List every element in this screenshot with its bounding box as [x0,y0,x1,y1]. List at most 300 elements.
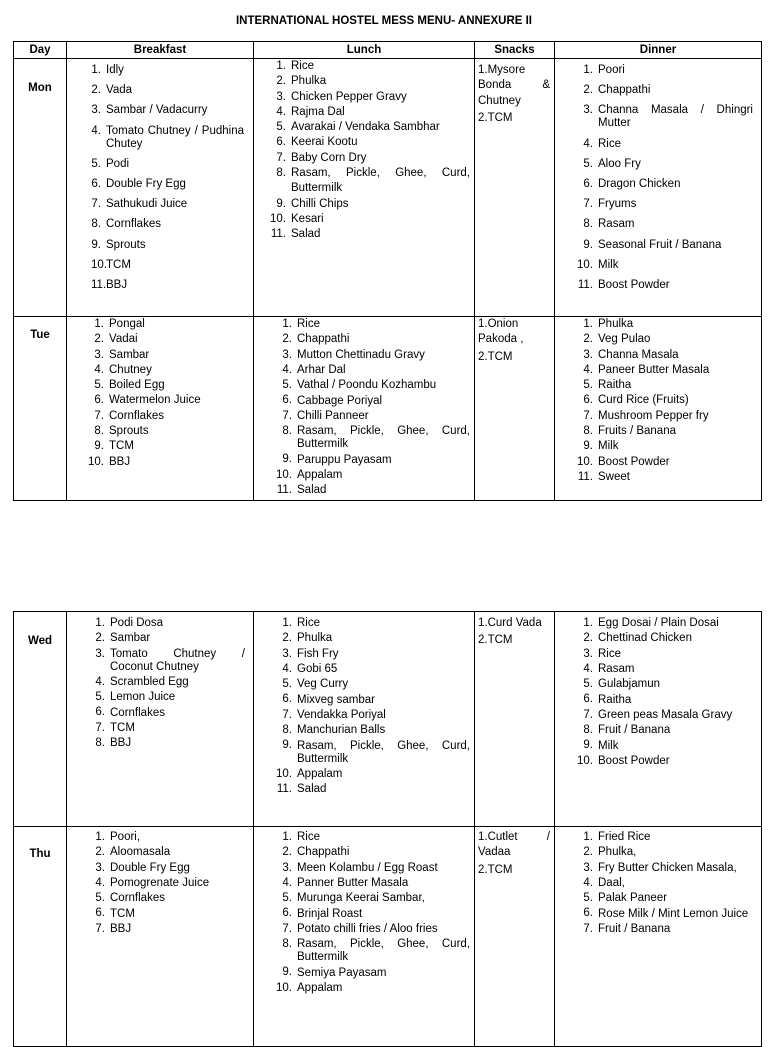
list-item [275,906,470,921]
list-item [269,105,470,120]
list-item [87,317,245,332]
list-item [91,198,244,211]
snack-item: 1.Mysore Bonda & Chutney [478,64,550,107]
item-text: Palak Paneer [598,892,668,905]
lunch-list [254,612,474,797]
list-item [88,922,245,937]
menu-table-2 [13,611,762,1047]
menu-table-1 [13,41,762,501]
item-number: 5. [91,157,101,170]
item-number: 2. [583,846,593,859]
list-item [275,782,470,797]
list-item [275,891,470,906]
item-number: 6. [94,394,104,407]
item-text: Rice [291,60,315,72]
item-number: 11. [91,278,107,291]
item-text: Sprouts [106,238,146,251]
item-text: Aloo Fry [598,157,641,170]
item-number: 3. [583,104,593,117]
snacks-list [475,59,554,126]
item-text: Cornflakes [106,218,161,231]
item-number: 1. [282,831,292,843]
item-number: 8. [583,724,593,737]
item-number: 7. [282,922,292,935]
item-number: 8. [282,724,292,737]
list-item [269,166,470,197]
item-text: Idly [106,64,124,76]
list-item [576,906,753,921]
item-text: Pomogrenate Juice [110,877,210,890]
day-cell [14,317,67,501]
item-text: Mixveg sambar [297,693,375,706]
item-text: Phulka [598,318,634,330]
item-number: 3. [282,861,292,874]
list-item [576,723,753,738]
item-number: 4. [94,363,104,376]
list-item [275,468,470,483]
item-text: Baby Corn Dry [291,151,367,164]
item-number: 1. [583,318,593,330]
item-text: Daal, [598,877,625,890]
list-item [275,937,470,965]
item-number: 8. [94,425,104,438]
list-item [576,677,753,692]
list-item [576,891,753,906]
item-number: 1. [95,617,105,629]
item-number: 6. [95,907,105,920]
list-item [576,239,753,252]
list-item [576,439,753,454]
breakfast-cell [67,317,254,501]
list-item [87,424,245,439]
item-number: 11. [577,278,593,291]
list-item [576,218,753,231]
snack-item: 2.TCM [478,350,513,363]
list-item [275,616,470,631]
item-text: Chappathi [297,333,350,346]
list-item [576,84,753,97]
list-item [576,332,753,347]
item-text: Gobi 65 [297,663,338,676]
list-item [576,104,753,130]
item-text: Cornflakes [109,409,164,422]
snacks-list [475,612,554,649]
list-item [91,239,244,252]
item-text: Lemon Juice [110,691,176,704]
item-text: Cabbage Poriyal [297,394,383,407]
list-item [576,348,753,363]
item-number: 8. [95,737,105,750]
item-text: Vada [106,84,133,97]
item-text: Rice [598,647,622,660]
list-item [576,259,753,272]
snack-item: 2.TCM [478,634,513,647]
item-text: Phulka [291,75,327,88]
item-text: BBJ [110,922,132,935]
item-text: Phulka, [598,846,637,859]
item-number: 6. [282,394,292,407]
header-day: Day [14,42,67,59]
item-text: Vathal / Poondu Kozhambu [297,379,437,392]
item-number: 4. [91,124,101,137]
item-number: 10. [276,981,292,994]
item-text: Sambar / Vadacurry [106,104,208,117]
table-row [14,827,762,1047]
item-text: TCM [109,440,134,453]
item-number: 4. [276,105,286,118]
item-number: 5. [282,379,292,392]
item-number: 7. [95,721,105,734]
item-number: 1. [95,831,105,843]
list-item [275,332,470,347]
item-text: Tomato Chutney / Coconut Chutney [110,647,245,673]
list-item [275,861,470,876]
item-number: 2. [583,333,593,346]
item-number: 4. [282,876,292,889]
item-number: 6. [583,693,593,706]
dinner-cell [555,317,762,501]
item-number: 9. [583,739,593,752]
item-number: 2. [94,333,104,346]
item-number: 10. [577,754,593,767]
header-row [14,42,762,59]
header-lunch: Lunch [254,42,475,59]
item-text: Rice [598,137,622,150]
breakfast-cell [67,59,254,317]
item-text: Brinjal Roast [297,907,363,920]
item-text: Sambar [109,348,150,361]
item-number: 1. [94,318,104,330]
item-number: 5. [95,892,105,905]
list-item [576,922,753,937]
item-text: Chutney [109,363,152,376]
item-number: 2. [583,632,593,645]
item-number: 9. [276,197,286,210]
list-item [275,363,470,378]
item-number: 9. [91,238,101,251]
item-number: 6. [583,394,593,407]
item-text: Paruppu Payasam [297,453,392,466]
item-text: Murunga Keerai Sambar, [297,892,425,905]
table-row [14,59,762,317]
item-number: 3. [95,861,105,874]
list-item [576,830,753,845]
list-item [275,409,470,424]
list-item [269,120,470,135]
snacks-cell [475,317,555,501]
item-number: 3. [94,348,104,361]
list-item [88,690,245,705]
list-item [576,754,753,769]
item-text: Phulka [297,632,333,645]
item-text: Appalam [297,981,343,994]
item-text: Veg Pulao [598,333,651,346]
item-number: 2. [95,632,105,645]
dinner-cell [555,59,762,317]
item-text: Aloomasala [110,846,171,859]
list-item [88,861,245,876]
item-text: Fryums [598,198,637,211]
item-text: Rasam [598,663,635,676]
item-number: 4. [583,363,593,376]
item-number: 6. [95,706,105,719]
item-number: 2. [282,632,292,645]
item-text: Chilli Panneer [297,409,369,422]
list-item [576,178,753,191]
item-number: 1. [276,60,286,72]
list-item [88,906,245,921]
item-text: Mushroom Pepper fry [598,409,709,422]
list-item [275,876,470,891]
list-item [91,84,244,97]
item-number: 1. [583,64,593,76]
list-item [576,64,753,77]
item-number: 1. [91,64,101,76]
item-number: 2. [276,75,286,88]
item-number: 2. [583,84,593,97]
list-item [275,662,470,677]
item-text: Vadai [109,333,138,346]
item-number: 7. [583,198,593,211]
item-text: Fry Butter Chicken Masala, [598,861,737,874]
item-text: Salad [297,484,327,497]
item-number: 3. [95,647,105,660]
list-item [87,455,245,470]
item-text: Boost Powder [598,278,670,291]
snacks-cell [475,612,555,827]
list-item [275,708,470,723]
item-text: Cornflakes [110,706,165,719]
list-item [275,767,470,782]
list-item [91,104,244,117]
list-item [269,90,470,105]
list-item [275,677,470,692]
list-item [269,227,470,242]
item-number: 8. [583,425,593,438]
item-text: Sprouts [109,425,149,438]
item-number: 5. [282,678,292,691]
item-text: Veg Curry [297,678,349,691]
dinner-cell [555,612,762,827]
list-item [275,452,470,467]
item-text: Boost Powder [598,754,670,767]
item-number: 5. [583,157,593,170]
item-text: Semiya Payasam [297,966,387,979]
item-number: 8. [91,218,101,231]
item-number: 10. [577,455,593,468]
item-number: 3. [282,647,292,660]
list-item [91,279,244,292]
list-item [275,317,470,332]
item-text: Manchurian Balls [297,724,386,737]
list-item [88,631,245,646]
item-number: 9. [282,453,292,466]
list-item [269,151,470,166]
item-text: Poori [598,64,625,76]
list-item [87,393,245,408]
list-item [88,616,245,631]
item-text: Fruits / Banana [598,425,676,438]
list-item [88,675,245,690]
item-text: Boiled Egg [109,379,165,392]
list-item [275,738,470,766]
item-text: Rasam, Pickle, Ghee, Curd, Buttermilk [297,938,470,964]
item-text: Podi [106,157,130,170]
snack-item: 1.Onion Pakoda , [478,318,524,346]
lunch-list [254,59,474,243]
list-item [275,981,470,996]
list-item [275,393,470,408]
list-item [91,259,244,272]
page-title: INTERNATIONAL HOSTEL MESS MENU- ANNEXURE II [235,15,533,27]
item-number: 7. [95,922,105,935]
list-item [88,705,245,720]
list-item [88,830,245,845]
list-item [576,631,753,646]
item-text: Fish Fry [297,647,339,660]
list-item [576,662,753,677]
list-item [88,647,245,675]
list-item [275,922,470,937]
dinner-list [555,612,761,769]
item-text: Rice [297,318,321,331]
item-number: 3. [91,104,101,117]
list-item [275,348,470,363]
item-number: 5. [95,691,105,704]
item-text: Milk [598,739,619,752]
item-number: 2. [282,333,292,346]
item-number: 5. [583,379,593,392]
day-label: Thu [29,848,51,860]
list-item [88,876,245,891]
list-item [576,845,753,860]
item-text: Double Fry Egg [106,177,186,190]
list-item [576,409,753,424]
item-number: 6. [276,136,286,149]
item-text: Milk [598,440,619,453]
item-text: Rice [297,617,321,630]
item-text: Channa Masala [598,348,679,361]
dinner-cell [555,827,762,1047]
list-item [88,845,245,860]
item-text: Fruit / Banana [598,724,671,737]
list-item [576,158,753,171]
item-text: Tomato Chutney / Pudhina Chutey [106,124,244,150]
item-number: 6. [583,177,593,190]
list-item [576,279,753,292]
list-item [275,723,470,738]
item-text: Keerai Kootu [291,136,358,149]
breakfast-list [67,612,253,751]
item-text: Sambar [110,632,151,645]
snack-item: 1.Cutlet / Vadaa [478,831,550,859]
item-text: Rice [297,831,321,844]
lunch-cell [254,827,475,1047]
item-number: 11. [276,483,292,496]
day-label: Wed [27,635,53,647]
day-label: Tue [30,329,50,341]
item-number: 7. [583,922,593,935]
item-text: Rasam, Pickle, Ghee, Curd, Buttermilk [297,425,470,451]
dinner-list [555,827,761,937]
item-text: Rose Milk / Mint Lemon Juice [598,907,749,920]
list-item [576,198,753,211]
item-number: 7. [91,198,101,211]
item-number: 1. [282,318,292,330]
list-item [269,212,470,227]
item-text: Milk [598,258,619,271]
item-number: 11. [276,782,292,795]
item-text: TCM [110,907,135,920]
item-number: 8. [282,425,292,438]
snacks-list [475,317,554,365]
list-item [576,738,753,753]
item-text: Arhar Dal [297,364,346,377]
list-item [87,439,245,454]
list-item [576,708,753,723]
breakfast-cell [67,827,254,1047]
list-item [576,393,753,408]
item-text: Sathukudi Juice [106,198,188,211]
item-text: Cornflakes [110,892,165,905]
list-item [91,158,244,171]
item-number: 8. [276,167,286,180]
item-number: 6. [282,693,292,706]
item-text: Watermelon Juice [109,394,201,407]
item-number: 4. [95,876,105,889]
list-item [269,135,470,150]
breakfast-list [67,827,253,937]
item-text: Seasonal Fruit / Banana [598,238,722,251]
item-text: BBJ [109,455,131,468]
snack-item: 2.TCM [478,111,513,124]
day-cell [14,827,67,1047]
list-item [91,178,244,191]
item-number: 3. [276,90,286,103]
snack-item: 1.Curd Vada [478,617,542,629]
list-item [91,218,244,231]
item-number: 7. [282,409,292,422]
item-number: 2. [282,846,292,859]
item-number: 7. [583,708,593,721]
item-number: 3. [583,647,593,660]
item-number: 3. [282,348,292,361]
item-text: Paneer Butter Masala [598,363,710,376]
item-number: 1. [583,617,593,629]
item-number: 5. [583,678,593,691]
item-number: 6. [282,907,292,920]
breakfast-list [67,59,253,292]
item-number: 9. [94,440,104,453]
list-item [275,483,470,498]
item-text: Meen Kolambu / Egg Roast [297,861,438,874]
item-text: Panner Butter Masala [297,877,409,890]
item-number: 11. [577,470,593,483]
item-number: 2. [95,846,105,859]
item-number: 10. [91,258,107,271]
item-text: Pongal [109,318,145,330]
lunch-list [254,827,474,996]
list-item [576,861,753,876]
item-text: Boost Powder [598,455,670,468]
list-item [275,378,470,393]
list-item [576,317,753,332]
item-text: Gulabjamun [598,678,661,691]
breakfast-cell [67,612,254,827]
item-text: Raitha [598,693,632,706]
item-text: Avarakai / Vendaka Sambhar [291,121,440,134]
item-number: 5. [282,892,292,905]
